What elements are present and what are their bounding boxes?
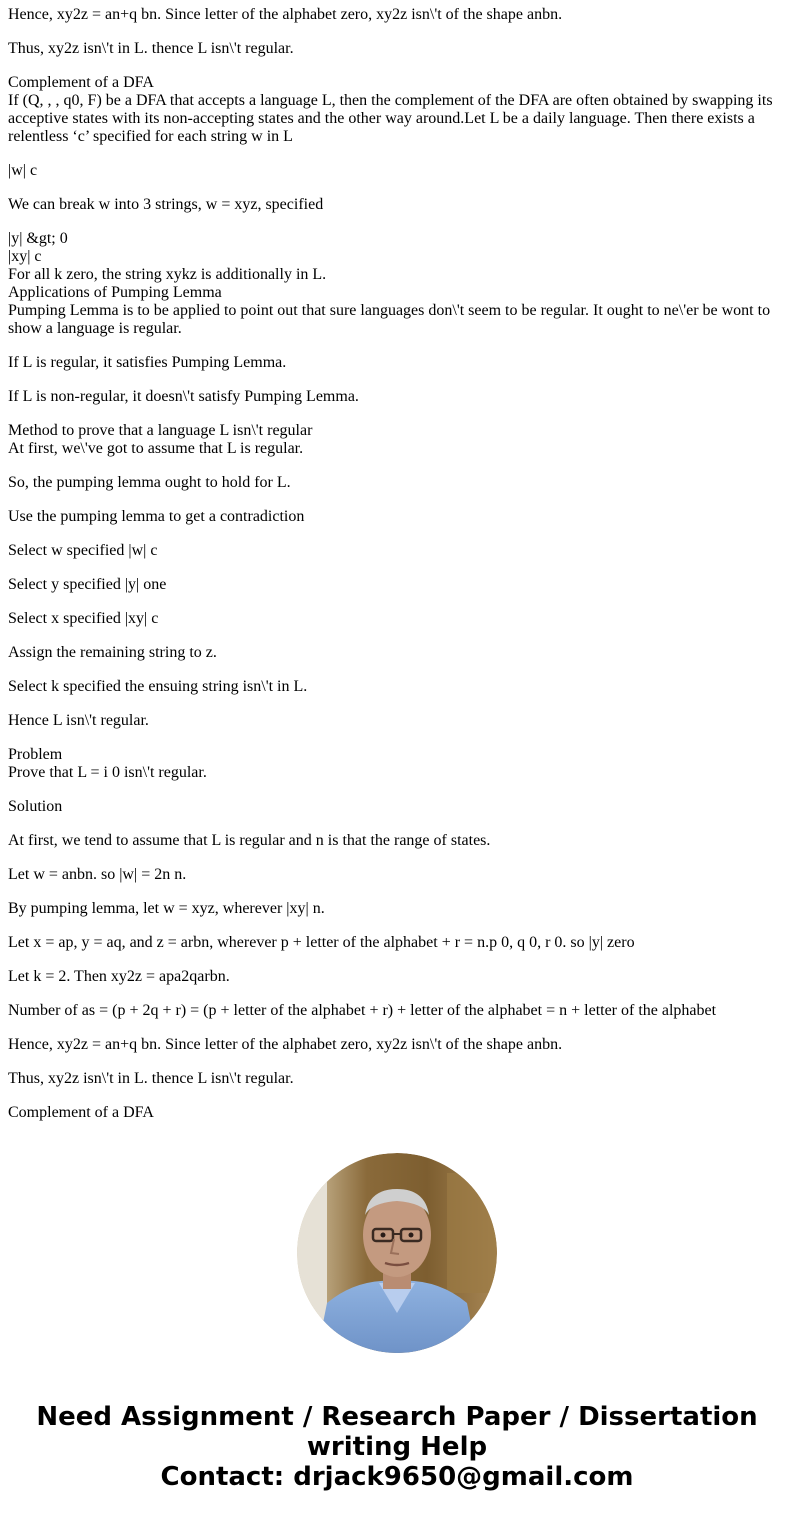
section-pumping-conditions [8,230,786,338]
section-problem [8,746,786,782]
paragraph: Complement of a DFA [8,1104,154,1121]
paragraph: At first, we\'ve got to assume that L is regular. [8,440,304,457]
author-photo [297,1153,497,1353]
condition-line: For all k zero, the string xykz is additionally in L. [8,266,327,283]
paragraph: Thus, xy2z isn\'t in L. thence L isn\'t regular. [8,1070,294,1087]
paragraph: Select k specified the ensuing string isn\'t in L. [8,678,308,695]
author-avatar [297,1153,497,1353]
section-heading: Problem [8,746,63,763]
paragraph: At first, we tend to assume that L is regular and n is that the range of states. [8,832,491,849]
paragraph: Let x = ap, y = aq, and z = arbn, wherever p + letter of the alphabet + r = n.p 0, q 0, r 0. so |y| zero [8,934,635,951]
section-heading: Complement of a DFA [8,74,154,91]
section-complement-dfa [8,74,786,146]
paragraph: Thus, xy2z isn\'t in L. thence L isn\'t regular. [8,40,294,57]
condition-line: |xy| c [8,248,42,265]
contact-email: Contact: drjack9650@gmail.com [160,1462,634,1492]
banner-line: Need Assignment / Research Paper / Dissertation [36,1402,758,1432]
paragraph: Select x specified |xy| c [8,610,159,627]
condition-line: |y| &gt; 0 [8,230,68,247]
section-heading: Solution [8,798,63,815]
paragraph: If L is regular, it satisfies Pumping Lemma. [8,354,287,371]
paragraph: Select y specified |y| one [8,576,167,593]
paragraph: Hence L isn\'t regular. [8,712,149,729]
paragraph: If L is non-regular, it doesn\'t satisfy Pumping Lemma. [8,388,359,405]
paragraph: So, the pumping lemma ought to hold for L. [8,474,291,491]
contact-banner [0,1402,794,1492]
paragraph: Assign the remaining string to z. [8,644,217,661]
paragraph: Prove that L = i 0 isn\'t regular. [8,764,207,781]
paragraph: Hence, xy2z = an+q bn. Since letter of the alphabet zero, xy2z isn\'t of the shape anbn. [8,1036,563,1053]
paragraph: By pumping lemma, let w = xyz, wherever |xy| n. [8,900,325,917]
paragraph: |w| c [8,162,38,179]
paragraph: Hence, xy2z = an+q bn. Since letter of the alphabet zero, xy2z isn\'t of the shape anbn. [8,6,563,23]
section-method [8,422,786,458]
paragraph: Use the pumping lemma to get a contradiction [8,508,305,525]
paragraph: Let w = anbn. so |w| = 2n n. [8,866,187,883]
paragraph: Let k = 2. Then xy2z = apa2qarbn. [8,968,230,985]
section-heading: Method to prove that a language L isn\'t regular [8,422,313,439]
paragraph: Number of as = (p + 2q + r) = (p + letter of the alphabet + r) + letter of the alphabet = n + letter of the alphabet [8,1002,717,1019]
banner-line: writing Help [306,1432,488,1462]
paragraph: If (Q, , , q0, F) be a DFA that accepts a language L, then the complement of the DFA are often obtained by swapping its acceptive states with its non-accepting states and the other way around.Let L be a daily language. Then there exists a relentless ‘c’ specified for each string w in L [8,92,773,145]
paragraph: We can break w into 3 strings, w = xyz, specified [8,196,324,213]
section-heading: Applications of Pumping Lemma [8,284,222,301]
paragraph: Select w specified |w| c [8,542,158,559]
paragraph: Pumping Lemma is to be applied to point out that sure languages don\'t seem to be regular. It ought to ne\'er be wont to show a language is regular. [8,302,771,337]
